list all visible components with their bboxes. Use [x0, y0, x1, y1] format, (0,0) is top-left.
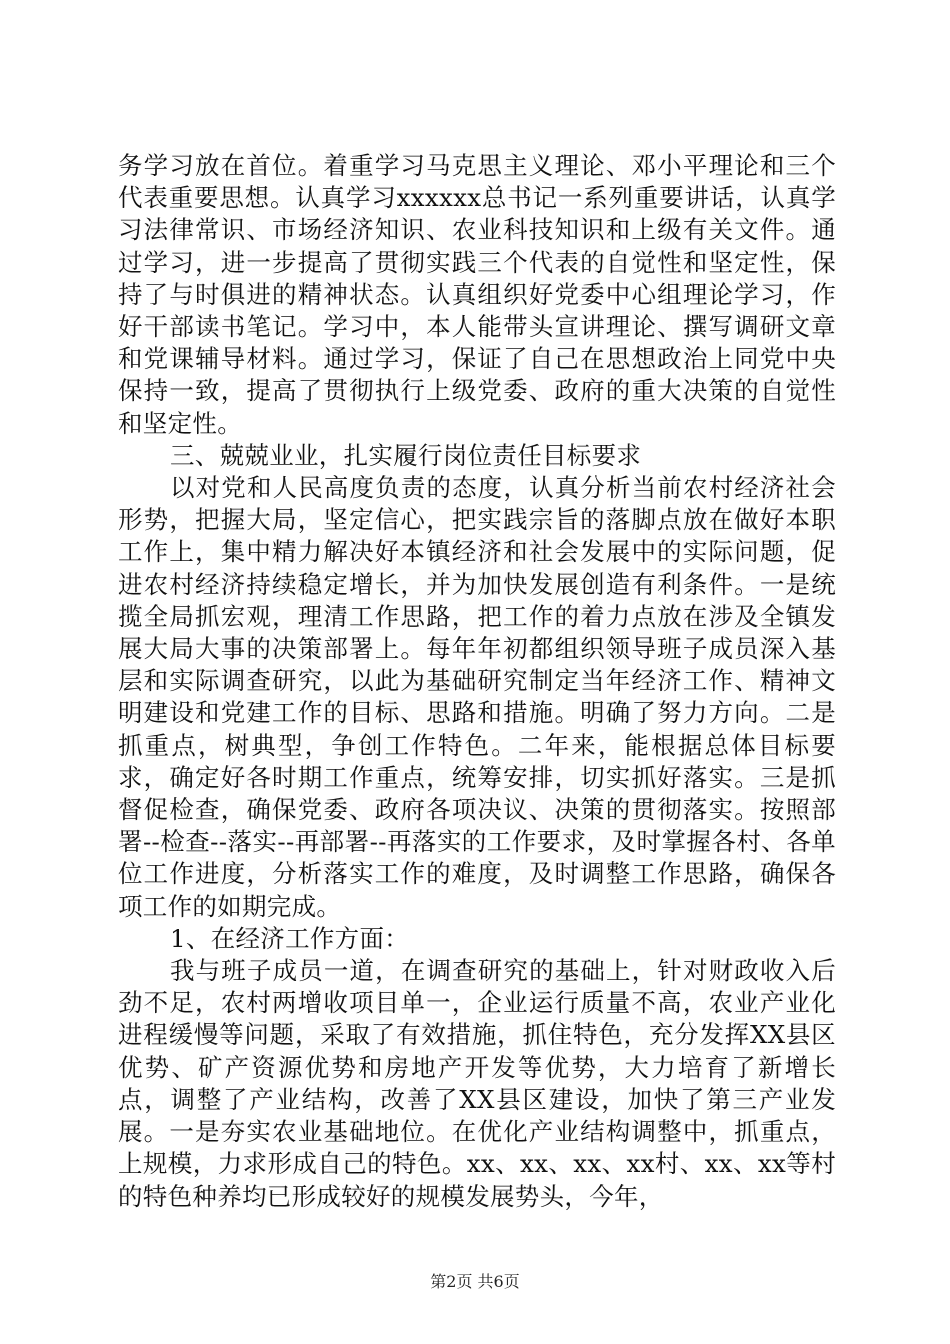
paragraph-duty: 以对党和人民高度负责的态度，认真分析当前农村经济社会形势，把握大局，坚定信心，把实践宗旨的落脚点放在做好本职工作上，集中精力解决好本镇经济和社会发展中的实际问题，促进农村经济持续稳定增长，并为加快发展创造有利条件。一是统揽全局抓宏观，理清工作思路，把工作的着力点放在涉及全镇发展大局大事的决策部署上。每年年初都组织领导班子成员深入基层和实际调查研究，以此为基础研究制定当年经济工作、精神文明建设和党建工作的目标、思路和措施。明确了努力方向。二是抓重点，树典型，争创工作特色。二年来，能根据总体目标要求，确定好各时期工作重点，统筹安排，切实抓好落实。三是抓督促检查，确保党委、政府各项决议、决策的贯彻落实。按照部署--检查--落实--再部署--再落实的工作要求，及时掌握各村、各单位工作进度，分析落实工作的难度，及时调整工作思路，确保各项工作的如期完成。 [118, 473, 836, 921]
page-footer: 第2页 共6页 [430, 1272, 520, 1291]
section-heading-3: 三、兢兢业业，扎实履行岗位责任目标要求 [170, 440, 642, 470]
subheading-economy: 1、在经济工作方面： [170, 923, 410, 953]
paragraph-study: 务学习放在首位。着重学习马克思主义理论、邓小平理论和三个代表重要思想。认真学习xxxxxx总书记一系列重要讲话，认真学习法律常识、市场经济知识、农业科技知识和上级有关文件。通过学习，进一步提高了贯彻实践三个代表的自觉性和坚定性，保持了与时俱进的精神状态。认真组织好党委中心组理论学习，作好干部读书笔记。学习中，本人能带头宣讲理论、撰写调研文章和党课辅导材料。通过学习，保证了自己在思想政治上同党中央保持一致，提高了贯彻执行上级党委、政府的重大决策的自觉性和坚定性。 [118, 151, 836, 438]
paragraph-economy: 我与班子成员一道，在调查研究的基础上，针对财政收入后劲不足，农村两增收项目单一，企业运行质量不高，农业产业化进程缓慢等问题，采取了有效措施，抓住特色，充分发挥XX县区优势、矿产资源优势和房地产开发等优势，大力培育了新增长点，调整了产业结构，改善了XX县区建设，加快了第三产业发展。一是夯实农业基础地位。在优化产业结构调整中，抓重点，上规模，力求形成自己的特色。xx、xx、xx、xx村、xx、xx等村的特色种养均已形成较好的规模发展势头，今年， [118, 956, 836, 1211]
document-body [118, 150, 836, 1213]
